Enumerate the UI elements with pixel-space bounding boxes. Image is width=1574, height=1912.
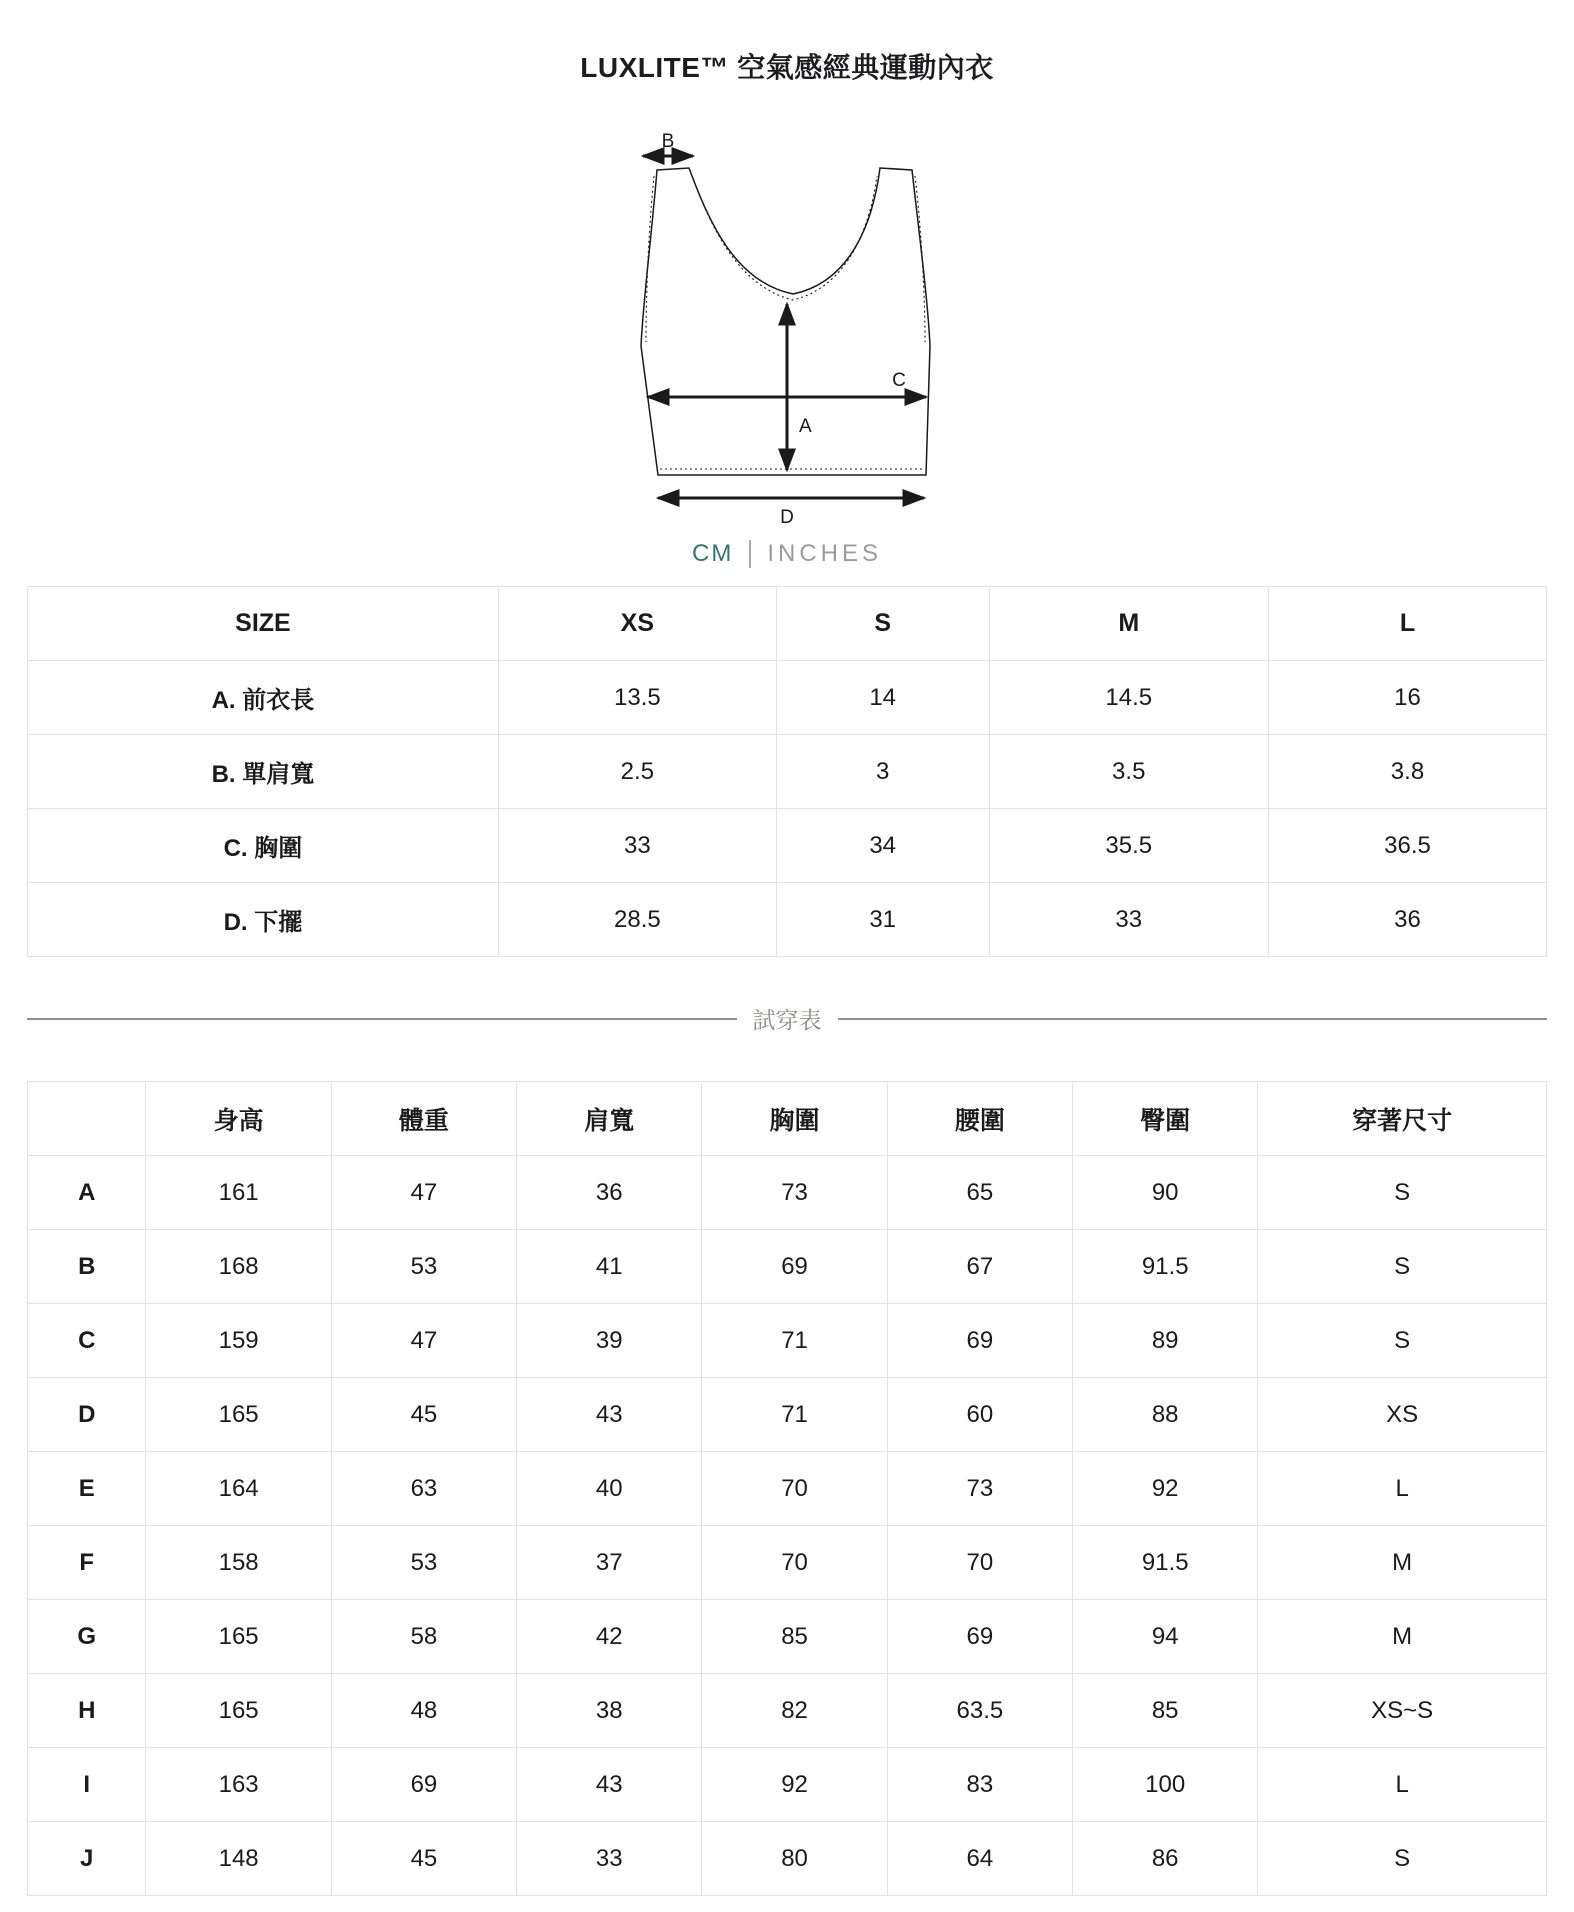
size-table-row-label: D. 下擺: [28, 883, 499, 957]
fit-table-cell: 53: [331, 1526, 516, 1600]
fit-table-header: 身高: [146, 1082, 331, 1156]
fit-table-cell: S: [1258, 1822, 1547, 1896]
size-table-cell: 3.8: [1268, 735, 1546, 809]
fit-table-cell: 63.5: [887, 1674, 1072, 1748]
fit-table-row: [28, 1378, 1547, 1452]
fit-table-cell: 92: [1073, 1452, 1258, 1526]
fit-table-header: 穿著尺寸: [1258, 1082, 1547, 1156]
fit-table-cell: 86: [1073, 1822, 1258, 1896]
fit-table-cell: 88: [1073, 1378, 1258, 1452]
tables-section: [0, 586, 1574, 1896]
fit-table-cell: 69: [702, 1230, 887, 1304]
fit-table-cell: 33: [517, 1822, 702, 1896]
fit-table-cell: 85: [1073, 1674, 1258, 1748]
right-armhole-stitch: [915, 176, 925, 342]
neckline-stitch: [692, 176, 877, 300]
fit-table-cell: 82: [702, 1674, 887, 1748]
size-table-cell: 28.5: [498, 883, 776, 957]
fit-table-row: [28, 1526, 1547, 1600]
size-table-cell: 13.5: [498, 661, 776, 735]
size-table-row: [28, 661, 1547, 735]
divider-rule-left: [27, 1018, 737, 1020]
fit-table-cell: M: [1258, 1526, 1547, 1600]
label-c: C: [892, 370, 906, 391]
fit-table-cell: 43: [517, 1748, 702, 1822]
fit-table-cell: 163: [146, 1748, 331, 1822]
fit-table-cell: L: [1258, 1452, 1547, 1526]
size-table-header: S: [776, 587, 989, 661]
fit-table-cell: 90: [1073, 1156, 1258, 1230]
size-table-cell: 14.5: [989, 661, 1268, 735]
size-table-row-label: B. 單肩寬: [28, 735, 499, 809]
fit-table-header: 肩寬: [517, 1082, 702, 1156]
fit-table-cell: 41: [517, 1230, 702, 1304]
fit-table-cell: 165: [146, 1674, 331, 1748]
fit-table-row-label: E: [28, 1452, 146, 1526]
size-table-header: XS: [498, 587, 776, 661]
size-table-row: [28, 883, 1547, 957]
fit-table-header-row: [28, 1082, 1547, 1156]
size-table-header: SIZE: [28, 587, 499, 661]
fit-table-cell: 39: [517, 1304, 702, 1378]
fit-table-row-label: J: [28, 1822, 146, 1896]
fit-table-row-label: G: [28, 1600, 146, 1674]
fit-table-cell: L: [1258, 1748, 1547, 1822]
fit-table-cell: 47: [331, 1304, 516, 1378]
fit-table-cell: 92: [702, 1748, 887, 1822]
fit-table-cell: 63: [331, 1452, 516, 1526]
size-table-header: M: [989, 587, 1268, 661]
fit-table-cell: 168: [146, 1230, 331, 1304]
unit-cm-button[interactable]: CM: [691, 540, 734, 567]
fit-table-row: [28, 1674, 1547, 1748]
fit-table-cell: 58: [331, 1600, 516, 1674]
fit-table-cell: 71: [702, 1304, 887, 1378]
fit-table-cell: 89: [1073, 1304, 1258, 1378]
size-table-cell: 31: [776, 883, 989, 957]
fit-table-cell: 148: [146, 1822, 331, 1896]
fit-table-header: 腰圍: [887, 1082, 1072, 1156]
size-table-cell: 34: [776, 809, 989, 883]
fit-table-row: [28, 1304, 1547, 1378]
size-table-cell: 36: [1268, 883, 1546, 957]
fit-table-cell: 70: [887, 1526, 1072, 1600]
fit-table-cell: 47: [331, 1156, 516, 1230]
divider-rule-right: [838, 1018, 1548, 1020]
fit-table-cell: 94: [1073, 1600, 1258, 1674]
fit-table-cell: 43: [517, 1378, 702, 1452]
fit-table-header: 體重: [331, 1082, 516, 1156]
fit-table-row: [28, 1748, 1547, 1822]
fit-table-row: [28, 1822, 1547, 1896]
fit-table-row-label: A: [28, 1156, 146, 1230]
size-table-cell: 2.5: [498, 735, 776, 809]
size-table-cell: 33: [498, 809, 776, 883]
size-table-header: L: [1268, 587, 1546, 661]
fit-table-row-label: F: [28, 1526, 146, 1600]
fit-table-cell: 53: [331, 1230, 516, 1304]
fit-table-header: 胸圍: [702, 1082, 887, 1156]
size-table-cell: 16: [1268, 661, 1546, 735]
fit-table-row: [28, 1600, 1547, 1674]
fit-table-cell: 37: [517, 1526, 702, 1600]
label-a: A: [799, 416, 812, 437]
fit-table-row: [28, 1230, 1547, 1304]
fit-table-cell: 73: [702, 1156, 887, 1230]
unit-inches-button[interactable]: INCHES: [767, 540, 882, 567]
fit-table-cell: 158: [146, 1526, 331, 1600]
fit-table-cell: M: [1258, 1600, 1547, 1674]
label-d: D: [780, 507, 794, 528]
fit-table-row-label: H: [28, 1674, 146, 1748]
fit-table-cell: 164: [146, 1452, 331, 1526]
fit-table-cell: XS: [1258, 1378, 1547, 1452]
fit-table-cell: XS~S: [1258, 1674, 1547, 1748]
fit-table-cell: S: [1258, 1304, 1547, 1378]
fit-table-cell: 36: [517, 1156, 702, 1230]
fit-table-cell: 80: [702, 1822, 887, 1896]
size-table-cell: 3.5: [989, 735, 1268, 809]
fit-table-cell: 45: [331, 1822, 516, 1896]
fit-table-cell: 71: [702, 1378, 887, 1452]
size-table: [27, 586, 1547, 957]
fit-table-cell: 69: [887, 1304, 1072, 1378]
fit-table-cell: 165: [146, 1378, 331, 1452]
fit-table-cell: 70: [702, 1452, 887, 1526]
fit-table-cell: 73: [887, 1452, 1072, 1526]
fit-table-row-label: B: [28, 1230, 146, 1304]
fit-table-cell: S: [1258, 1230, 1547, 1304]
fit-table-cell: 83: [887, 1748, 1072, 1822]
fit-table-cell: 38: [517, 1674, 702, 1748]
size-table-row: [28, 735, 1547, 809]
fit-table-cell: 40: [517, 1452, 702, 1526]
garment-measurement-diagram: [0, 100, 1574, 530]
size-table-cell: 33: [989, 883, 1268, 957]
size-table-cell: 36.5: [1268, 809, 1546, 883]
page-title: LUXLITE™ 空氣感經典運動內衣: [580, 52, 994, 83]
fit-table-cell: 65: [887, 1156, 1072, 1230]
fit-table-header: 臀圍: [1073, 1082, 1258, 1156]
fit-table-cell: 42: [517, 1600, 702, 1674]
fit-table-cell: 165: [146, 1600, 331, 1674]
fit-table-cell: 100: [1073, 1748, 1258, 1822]
fit-table-cell: 60: [887, 1378, 1072, 1452]
fit-table-cell: 85: [702, 1600, 887, 1674]
size-table-row-label: A. 前衣長: [28, 661, 499, 735]
fit-table-row-label: D: [28, 1378, 146, 1452]
size-table-cell: 35.5: [989, 809, 1268, 883]
fit-table-cell: S: [1258, 1156, 1547, 1230]
unit-toggle: [0, 540, 1574, 568]
fit-table-cell: 45: [331, 1378, 516, 1452]
label-b: B: [661, 131, 675, 152]
size-table-row-label: C. 胸圍: [28, 809, 499, 883]
fit-table-row: [28, 1156, 1547, 1230]
fit-table-cell: 69: [331, 1748, 516, 1822]
fit-table-cell: 159: [146, 1304, 331, 1378]
fit-table-cell: 67: [887, 1230, 1072, 1304]
fit-table-cell: 48: [331, 1674, 516, 1748]
garment-diagram-svg: [627, 100, 947, 530]
fit-table-row: [28, 1452, 1547, 1526]
fit-table-row-label: C: [28, 1304, 146, 1378]
fit-table: [27, 1081, 1547, 1896]
fit-table-header: [28, 1082, 146, 1156]
fit-table-cell: 91.5: [1073, 1230, 1258, 1304]
size-table-cell: 3: [776, 735, 989, 809]
fit-table-row-label: I: [28, 1748, 146, 1822]
fit-table-cell: 69: [887, 1600, 1072, 1674]
left-armhole-stitch: [646, 176, 654, 342]
size-table-row: [28, 809, 1547, 883]
fit-table-cell: 64: [887, 1822, 1072, 1896]
size-table-header-row: [28, 587, 1547, 661]
size-table-cell: 14: [776, 661, 989, 735]
fit-section-title: 試穿表: [752, 1007, 822, 1033]
fit-table-cell: 161: [146, 1156, 331, 1230]
unit-toggle-divider: [749, 540, 751, 568]
fit-section-divider: [27, 1002, 1547, 1035]
fit-table-cell: 91.5: [1073, 1526, 1258, 1600]
fit-table-cell: 70: [702, 1526, 887, 1600]
